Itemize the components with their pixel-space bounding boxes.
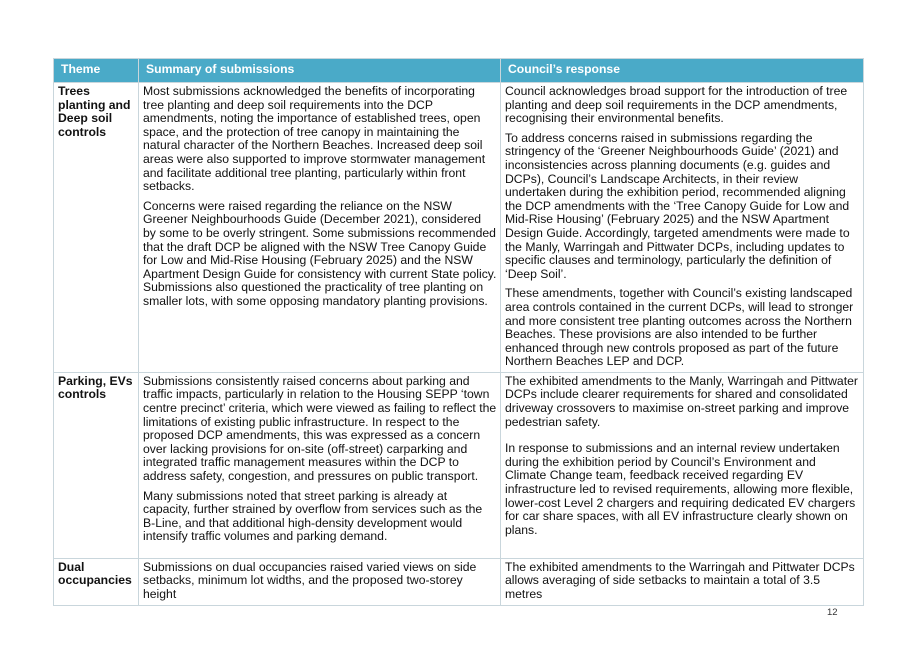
header-response: Council’s response xyxy=(501,59,864,83)
table-row xyxy=(54,83,864,373)
header-theme: Theme xyxy=(54,59,139,83)
summary-cell xyxy=(139,558,501,605)
response-paragraph: Council acknowledges broad support for the introduction of tree planting and deep soil requirements in the DCP amendments, recognising their environmental benefits. xyxy=(505,84,848,126)
summary-paragraph: Submissions consistently raised concerns about parking and traffic impacts, particularly in relation to the Housing SEPP ‘town centre precinct’ criteria, which were viewed as failing to reflect the limitations of existing public infrastructure. In respect to the proposed DCP amendments, this was expressed as a concern over lacking provisions for on-site (off-street) carparking and integrated traffic management measures within the DCP to address safety, congestion, and pressures on public transport. xyxy=(143,373,497,484)
summary-cell xyxy=(139,83,501,373)
theme-cell: Parking, EVs controls xyxy=(54,372,139,558)
header-summary: Summary of submissions xyxy=(139,59,501,83)
page-number: 12 xyxy=(827,607,838,618)
response-paragraph: In response to submissions and an internal review undertaken during the exhibition period by Council’s Environment and Climate Change team, feedback received regarding EV infrastructure led to revised requirements, allowing more flexible, lower-cost Level 2 chargers and requiring dedicated EV chargers for car share spaces, with all EV infrastructure clearly shown on plans. xyxy=(505,441,856,537)
response-paragraph: To address concerns raised in submissions regarding the stringency of the ‘Greener Neighbourhoods Guide’ (2021) and inconsistencies across planning documents (e.g. guides and DCPs), Council’s Landscape Architects, in their review undertaken during the exhibition period, recommended aligning the DCP amendments with the ‘Tree Canopy Guide for Low and Mid-Rise Housing’ (February 2025) and the NSW Apartment Design Guide. Accordingly, targeted amendments were made to the Manly, Warringah and Pittwater DCPs, including updates to specific clauses and terminology, particularly the definition of ‘Deep Soil’. xyxy=(505,130,850,281)
response-paragraph: The exhibited amendments to the Warringah and Pittwater DCPs allows averaging of side setbacks to maintain a total of 3.5 metres xyxy=(505,559,855,602)
table-row xyxy=(54,372,864,558)
summary-paragraph: Submissions on dual occupancies raised varied views on side setbacks, minimum lot widths, and the proposed two-storey height xyxy=(143,559,477,602)
summary-cell xyxy=(139,372,501,558)
response-paragraph: The exhibited amendments to the Manly, Warringah and Pittwater DCPs include clearer requirements for shared and consolidated driveway crossovers to maximise on-street parking and improve pedestrian safety. xyxy=(505,373,858,429)
theme-cell: Trees planting and Deep soil controls xyxy=(54,83,139,373)
theme-cell: Dual occupancies xyxy=(54,558,139,605)
table-header-row xyxy=(54,59,864,83)
summary-paragraph: Many submissions noted that street parking is already at capacity, further strained by overflow from services such as the B-Line, and that additional high-density development would intensify traffic volumes and parking demand. xyxy=(143,488,483,544)
response-cell xyxy=(501,372,864,558)
response-cell xyxy=(501,558,864,605)
response-cell xyxy=(501,83,864,373)
table-row xyxy=(54,558,864,605)
summary-paragraph: Concerns were raised regarding the reliance on the NSW Greener Neighbourhoods Guide (December 2021), considered by some to be overly stringent. Some submissions recommended that the draft DCP be aligned with the NSW Tree Canopy Guide for Low and Mid-Rise Housing (February 2025) and the NSW Apartment Design Guide for consistency with current State policy. Submissions also questioned the practicality of tree planting on smaller lots, with some opposing mandatory planting provisions. xyxy=(143,198,497,308)
response-paragraph: These amendments, together with Council’s existing landscaped area controls contained in the current DCPs, will lead to stronger and more consistent tree planting outcomes across the Northern Beaches. These provisions are also intended to be further enhanced through new controls proposed as part of the future Northern Beaches LEP and DCP. xyxy=(505,286,854,369)
submissions-table xyxy=(53,58,864,606)
summary-paragraph: Most submissions acknowledged the benefits of incorporating tree planting and deep soil requirements into the DCP amendments, noting the importance of established trees, open space, and the protection of tree canopy in maintaining the natural character of the Northern Beaches. Increased deep soil areas were also supported to improve stormwater management and facilitate additional tree planting, particularly within front setbacks. xyxy=(143,84,486,194)
